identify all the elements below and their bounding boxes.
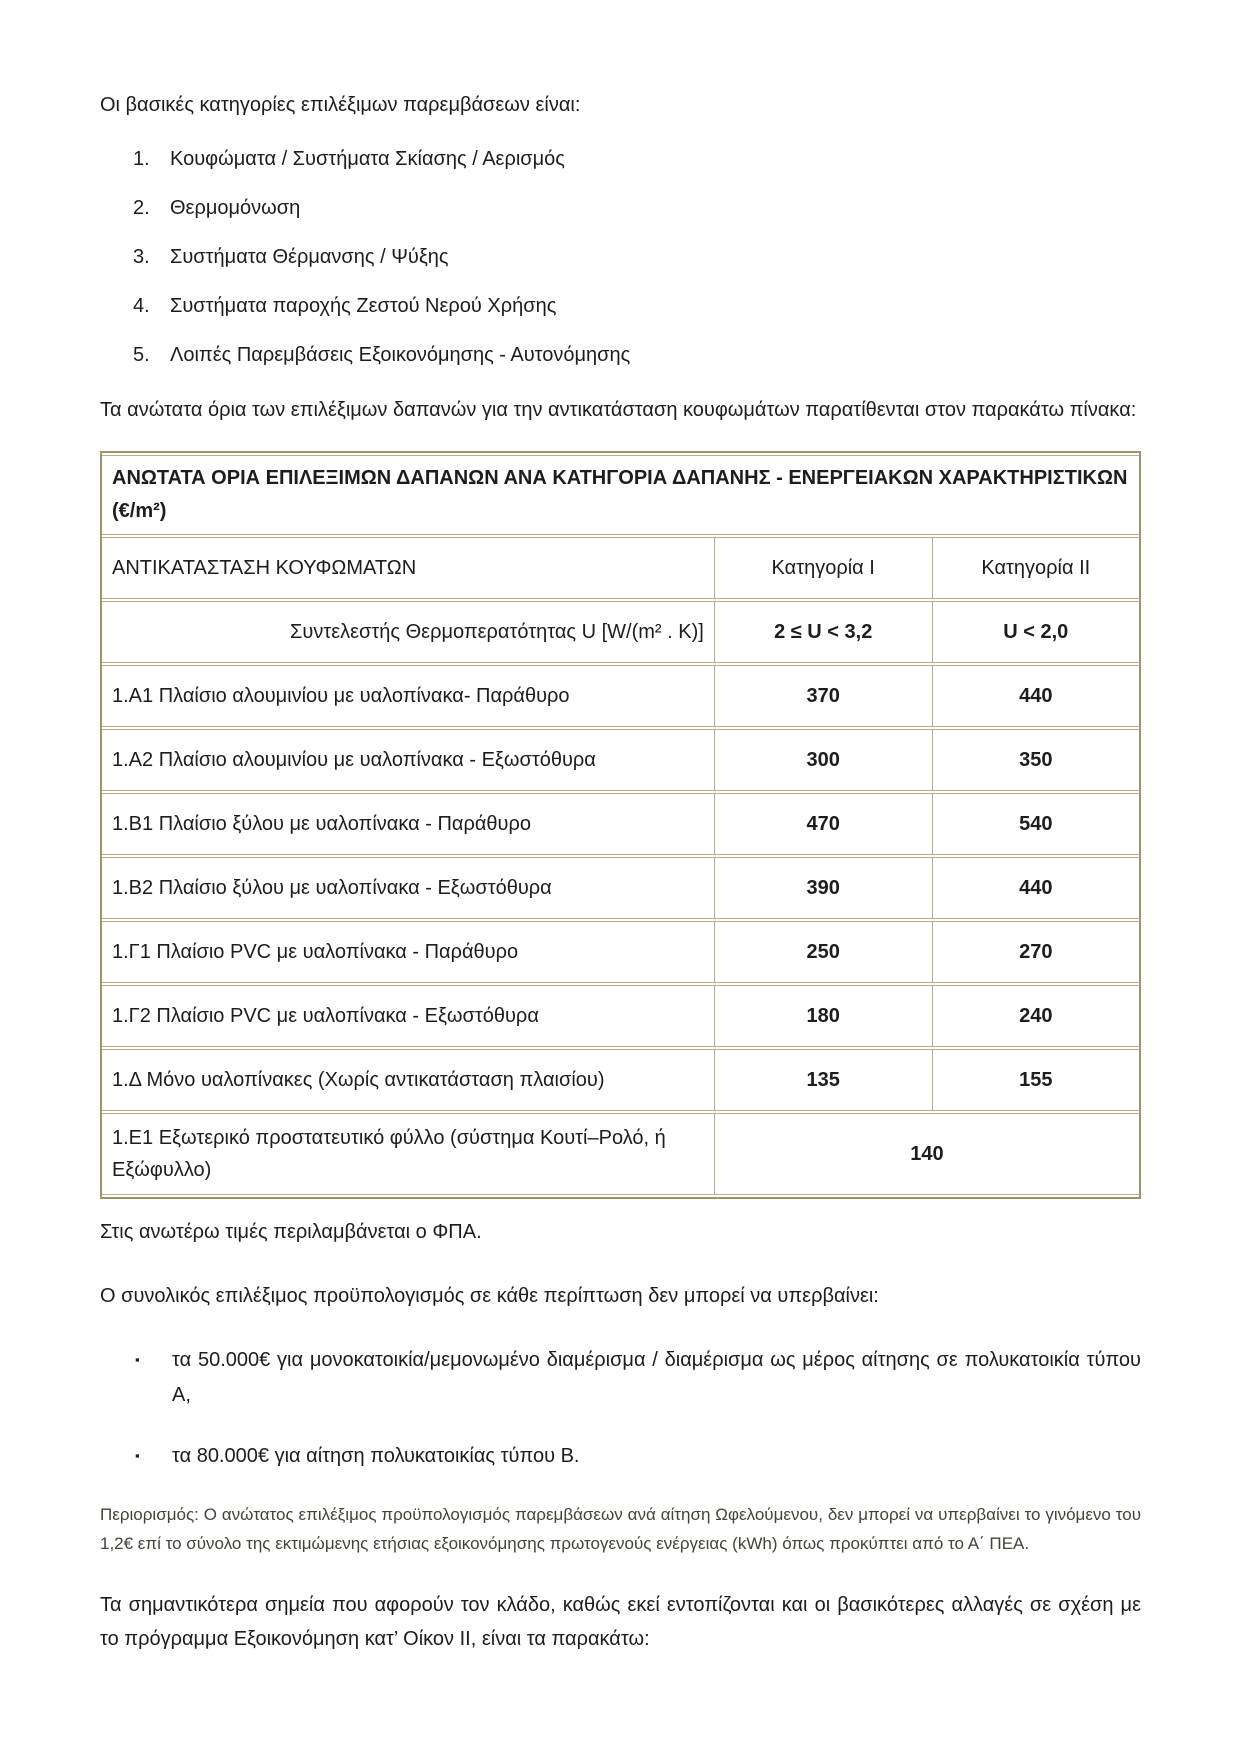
closing-paragraph: Τα σημαντικότερα σημεία που αφορούν τον κλάδο, καθώς εκεί εντοπίζονται και οι βασικότερες αλλαγές σε σχέση με το πρόγραμμα Εξοικονόμηση κατ’ Οίκον ΙΙ, είναι τα παρακάτω: [100,1594,1141,1651]
list-item-number: 4. [133,295,150,317]
restriction-paragraph: Περιορισμός: Ο ανώτατος επιλέξιμος προϋπολογισμός παρεμβάσεων ανά αίτηση Ωφελούμενου, δεν μπορεί να υπερβαίνει το γινόμενο του 1,2€ επί το σύνολο της εκτιμώμενης ετήσιας εξοικονόμησης πρωτογενούς ενέργειας (kWh) όπως προκύπτει από το Α΄ ΠΕΑ. [100,1505,1141,1554]
list-item-label: Συστήματα Θέρμανσης / Ψύξης [170,246,449,268]
list-item-label: Συστήματα παροχής Ζεστού Νερού Χρήσης [170,295,557,317]
row-value-cat1: 250 [714,921,932,983]
list-item [100,246,1141,269]
list-item-label: Λοιπές Παρεμβάσεις Εξοικονόμησης - Αυτονόμησης [170,344,631,366]
table-row [102,793,1139,855]
budget-bullet [100,1439,1141,1474]
list-item [100,295,1141,318]
row-value-cat2: 540 [932,793,1139,855]
list-item-number: 1. [133,148,150,170]
row-value-cat1: 470 [714,793,932,855]
u-range-category-1: 2 ≤ U < 3,2 [714,601,932,663]
row-value-cat1: 370 [714,665,932,727]
list-item-label: Θερμομόνωση [170,197,301,219]
table-row [102,665,1139,727]
row-value-cat2: 240 [932,985,1139,1047]
table-row [102,857,1139,919]
vat-note: Στις ανωτέρω τιμές περιλαμβάνεται ο ΦΠΑ. [100,1221,482,1243]
row-label: 1.Α1 Πλαίσιο αλουμινίου με υαλοπίνακα- Παράθυρο [102,665,714,727]
bullet-square-icon: ▪ [135,1448,140,1463]
table-row [102,729,1139,791]
intervention-category-list [100,148,1141,367]
list-item [100,148,1141,171]
table-row [102,985,1139,1047]
list-item-number: 3. [133,246,150,268]
table-title-row [102,455,1139,535]
budget-lead: Ο συνολικός επιλέξιμος προϋπολογισμός σε κάθε περίπτωση δεν μπορεί να υπερβαίνει: [100,1285,879,1307]
row-label: 1.Γ1 Πλαίσιο PVC με υαλοπίνακα - Παράθυρο [102,921,714,983]
row-label: 1.Δ Μόνο υαλοπίνακες (Χωρίς αντικατάσταση πλαισίου) [102,1049,714,1111]
row-value-cat1: 180 [714,985,932,1047]
row-label: 1.Ε1 Εξωτερικό προστατευτικό φύλλο (σύστημα Κουτί–Ρολό, ή Εξώφυλλο) [102,1113,714,1195]
list-item [100,197,1141,220]
header-category-2: Κατηγορία ΙΙ [932,537,1139,599]
row-label: 1.Γ2 Πλαίσιο PVC με υαλοπίνακα - Εξωστόθυρα [102,985,714,1047]
table-row [102,921,1139,983]
row-label: 1.Β2 Πλαίσιο ξύλου με υαλοπίνακα - Εξωστόθυρα [102,857,714,919]
list-item-number: 2. [133,197,150,219]
table-row [102,1049,1139,1111]
table-row-merged [102,1113,1139,1195]
expense-limits-table [100,451,1141,1199]
row-label: 1.Α2 Πλαίσιο αλουμινίου με υαλοπίνακα - Εξωστόθυρα [102,729,714,791]
after-table-section [100,1215,1141,1656]
header-col-label: ΑΝΤΙΚΑΤΑΣΤΑΣΗ ΚΟΥΦΩΜΑΤΩΝ [102,537,714,599]
table-intro-paragraph: Τα ανώτατα όρια των επιλέξιμων δαπανών για την αντικατάσταση κουφωμάτων παρατίθενται στον παρακάτω πίνακα: [100,399,1137,421]
row-value-cat1: 135 [714,1049,932,1111]
header-category-1: Κατηγορία Ι [714,537,932,599]
intro-lead: Οι βασικές κατηγορίες επιλέξιμων παρεμβάσεων είναι: [100,94,581,116]
budget-bullet [100,1343,1141,1413]
row-value-cat2: 440 [932,857,1139,919]
list-item-number: 5. [133,344,150,366]
list-item [100,344,1141,367]
u-coefficient-row [102,601,1139,663]
budget-bullet-text: τα 50.000€ για μονοκατοικία/μεμονωμένο διαμέρισμα / διαμέρισμα ως μέρος αίτησης σε πολυκατοικία τύπου Α, [172,1349,1141,1406]
row-value-cat2: 155 [932,1049,1139,1111]
row-value-merged: 140 [714,1113,1139,1195]
row-value-cat2: 440 [932,665,1139,727]
table-header-row [102,537,1139,599]
u-coefficient-label: Συντελεστής Θερμοπερατότητας U [W/(m² . K)] [102,601,714,663]
list-item-label: Κουφώματα / Συστήματα Σκίασης / Αερισμός [170,148,565,170]
row-label: 1.Β1 Πλαίσιο ξύλου με υαλοπίνακα - Παράθυρο [102,793,714,855]
row-value-cat1: 300 [714,729,932,791]
row-value-cat1: 390 [714,857,932,919]
u-range-category-2: U < 2,0 [932,601,1139,663]
bullet-square-icon: ▪ [135,1352,140,1367]
row-value-cat2: 270 [932,921,1139,983]
budget-bullet-text: τα 80.000€ για αίτηση πολυκατοικίας τύπου Β. [172,1445,580,1467]
table-title: ΑΝΩΤΑΤΑ ΟΡΙΑ ΕΠΙΛΕΞΙΜΩΝ ΔΑΠΑΝΩΝ ΑΝΑ ΚΑΤΗΓΟΡΙΑ ΔΑΠΑΝΗΣ - ΕΝΕΡΓΕΙΑΚΩΝ ΧΑΡΑΚΤΗΡΙΣΤΙΚΩΝ (€/m²) [102,455,1139,535]
row-value-cat2: 350 [932,729,1139,791]
